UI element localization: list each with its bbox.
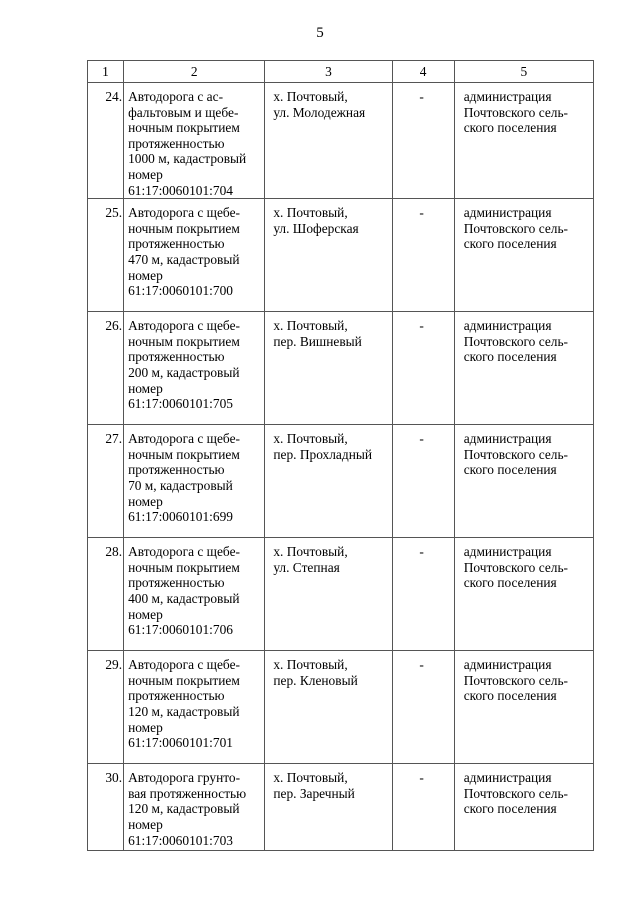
object-description	[124, 312, 265, 425]
row-number: 25.	[88, 199, 124, 312]
owner-name-line: Почтовского сель-	[463, 785, 569, 801]
object-description-line: 1000 м, кадастровый	[128, 151, 247, 167]
owner-name-line: администрация	[463, 89, 552, 104]
object-description-line: Автодорога с щебе-	[128, 431, 240, 447]
header-cell-5: 5	[454, 61, 593, 83]
object-address	[265, 83, 392, 199]
table-row	[88, 83, 594, 199]
header-cell-4: 4	[392, 61, 454, 83]
object-address-line: ул. Степная	[273, 559, 340, 575]
road-registry-table	[87, 60, 594, 851]
object-address-line: х. Почтовый,	[273, 544, 348, 560]
header-row	[88, 61, 594, 83]
object-description-line: 61:17:0060101:704	[128, 182, 233, 198]
owner-name	[454, 83, 593, 199]
object-description-line: номер	[128, 719, 163, 735]
column-4-value: -	[392, 425, 454, 538]
object-address-line: х. Почтовый,	[273, 770, 348, 786]
object-description-line: 61:17:0060101:700	[128, 283, 233, 299]
table-header	[88, 61, 594, 83]
owner-name-line: Почтовского сель-	[463, 333, 569, 349]
object-address	[265, 764, 392, 851]
object-description-line: номер	[128, 166, 163, 182]
object-description-line: протяженностью	[128, 349, 225, 365]
object-description-line: 70 м, кадастровый	[128, 477, 233, 493]
owner-name-line: ского поселения	[463, 349, 557, 365]
row-number: 27.	[88, 425, 124, 538]
owner-name	[454, 199, 593, 312]
owner-name-line: администрация	[463, 318, 552, 334]
object-address	[265, 199, 392, 312]
owner-name	[454, 538, 593, 651]
table-row	[88, 764, 594, 851]
column-4-value: -	[392, 651, 454, 764]
owner-name-line: Почтовского сель-	[463, 559, 569, 575]
object-description	[124, 425, 265, 538]
table-row	[88, 425, 594, 538]
table-row	[88, 312, 594, 425]
column-4-value: -	[392, 312, 454, 425]
object-address-line: х. Почтовый,	[273, 89, 348, 104]
row-number: 26.	[88, 312, 124, 425]
row-number: 29.	[88, 651, 124, 764]
owner-name-line: ского поселения	[463, 462, 557, 478]
object-address	[265, 425, 392, 538]
header-cell-1: 1	[88, 61, 124, 83]
object-description-line: ночным покрытием	[128, 559, 240, 575]
table-row	[88, 651, 594, 764]
object-description-line: протяженностью	[128, 236, 225, 252]
object-address-line: х. Почтовый,	[273, 318, 348, 334]
table-row	[88, 199, 594, 312]
object-description-line: 61:17:0060101:703	[128, 832, 233, 848]
object-description-line: 400 м, кадастровый	[128, 590, 240, 606]
object-description-line: номер	[128, 606, 163, 622]
object-description	[124, 199, 265, 312]
object-address-line: х. Почтовый,	[273, 657, 348, 673]
owner-name-line: администрация	[463, 544, 552, 560]
object-description-line: номер	[128, 493, 163, 509]
object-description-line: номер	[128, 267, 163, 283]
column-4-value: -	[392, 199, 454, 312]
object-address	[265, 312, 392, 425]
owner-name-line: администрация	[463, 431, 552, 447]
object-description-line: Автодорога с щебе-	[128, 544, 240, 560]
owner-name-line: ского поселения	[463, 688, 557, 704]
object-description-line: 61:17:0060101:705	[128, 396, 233, 412]
object-address-line: х. Почтовый,	[273, 431, 348, 447]
object-description-line: ночным покрытием	[128, 333, 240, 349]
column-4-value: -	[392, 538, 454, 651]
owner-name-line: администрация	[463, 657, 552, 673]
owner-name-line: ского поселения	[463, 236, 557, 252]
owner-name-line: Почтовского сель-	[463, 104, 569, 120]
object-description-line: ночным покрытием	[128, 446, 240, 462]
object-address-line: пер. Кленовый	[273, 672, 358, 688]
object-address-line: пер. Прохладный	[273, 446, 373, 462]
object-description-line: ночным покрытием	[128, 220, 240, 236]
object-address	[265, 651, 392, 764]
object-description-line: протяженностью	[128, 688, 225, 704]
owner-name-line: Почтовского сель-	[463, 446, 569, 462]
object-description-line: Автодорога грунто-	[128, 770, 241, 786]
object-description-line: протяженностью	[128, 462, 225, 478]
object-description-line: 61:17:0060101:706	[128, 622, 233, 638]
object-description-line: 200 м, кадастровый	[128, 364, 240, 380]
owner-name-line: администрация	[463, 205, 552, 221]
owner-name	[454, 425, 593, 538]
object-description-line: номер	[128, 816, 163, 832]
table-body	[88, 83, 594, 851]
object-description-line: Автодорога с щебе-	[128, 205, 240, 221]
object-description-line: 61:17:0060101:701	[128, 735, 233, 751]
object-description-line: вая протяженностью	[128, 785, 247, 801]
object-description-line: Автодорога с щебе-	[128, 657, 240, 673]
owner-name-line: ского поселения	[463, 575, 557, 591]
page-number: 5	[316, 25, 324, 41]
row-number: 30.	[88, 764, 124, 851]
object-description	[124, 764, 265, 851]
object-address-line: ул. Молодежная	[273, 104, 366, 120]
owner-name-line: ского поселения	[463, 120, 557, 136]
object-description-line: ночным покрытием	[128, 120, 240, 136]
object-description	[124, 538, 265, 651]
object-description-line: Автодорога с ас-	[128, 89, 224, 104]
object-address-line: пер. Вишневый	[273, 333, 362, 349]
owner-name	[454, 764, 593, 851]
object-address-line: пер. Заречный	[273, 785, 355, 801]
table-row	[88, 538, 594, 651]
owner-name	[454, 312, 593, 425]
object-description-line: фальтовым и щебе-	[128, 104, 239, 120]
row-number: 24.	[88, 83, 124, 199]
object-description-line: 61:17:0060101:699	[128, 509, 233, 525]
object-description	[124, 83, 265, 199]
object-description-line: 120 м, кадастровый	[128, 703, 240, 719]
owner-name-line: Почтовского сель-	[463, 672, 569, 688]
object-description-line: 120 м, кадастровый	[128, 801, 240, 817]
object-description-line: 470 м, кадастровый	[128, 251, 240, 267]
owner-name-line: Почтовского сель-	[463, 220, 569, 236]
object-description-line: протяженностью	[128, 135, 225, 151]
object-description-line: Автодорога с щебе-	[128, 318, 240, 334]
object-description	[124, 651, 265, 764]
object-description-line: ночным покрытием	[128, 672, 240, 688]
object-description-line: протяженностью	[128, 575, 225, 591]
header-cell-2: 2	[124, 61, 265, 83]
object-address-line: х. Почтовый,	[273, 205, 348, 221]
object-address	[265, 538, 392, 651]
owner-name-line: администрация	[463, 770, 552, 786]
object-address-line: ул. Шоферская	[273, 220, 359, 236]
object-description-line: номер	[128, 380, 163, 396]
column-4-value: -	[392, 83, 454, 199]
owner-name	[454, 651, 593, 764]
column-4-value: -	[392, 764, 454, 851]
owner-name-line: ского поселения	[463, 801, 557, 817]
header-cell-3: 3	[265, 61, 392, 83]
row-number: 28.	[88, 538, 124, 651]
